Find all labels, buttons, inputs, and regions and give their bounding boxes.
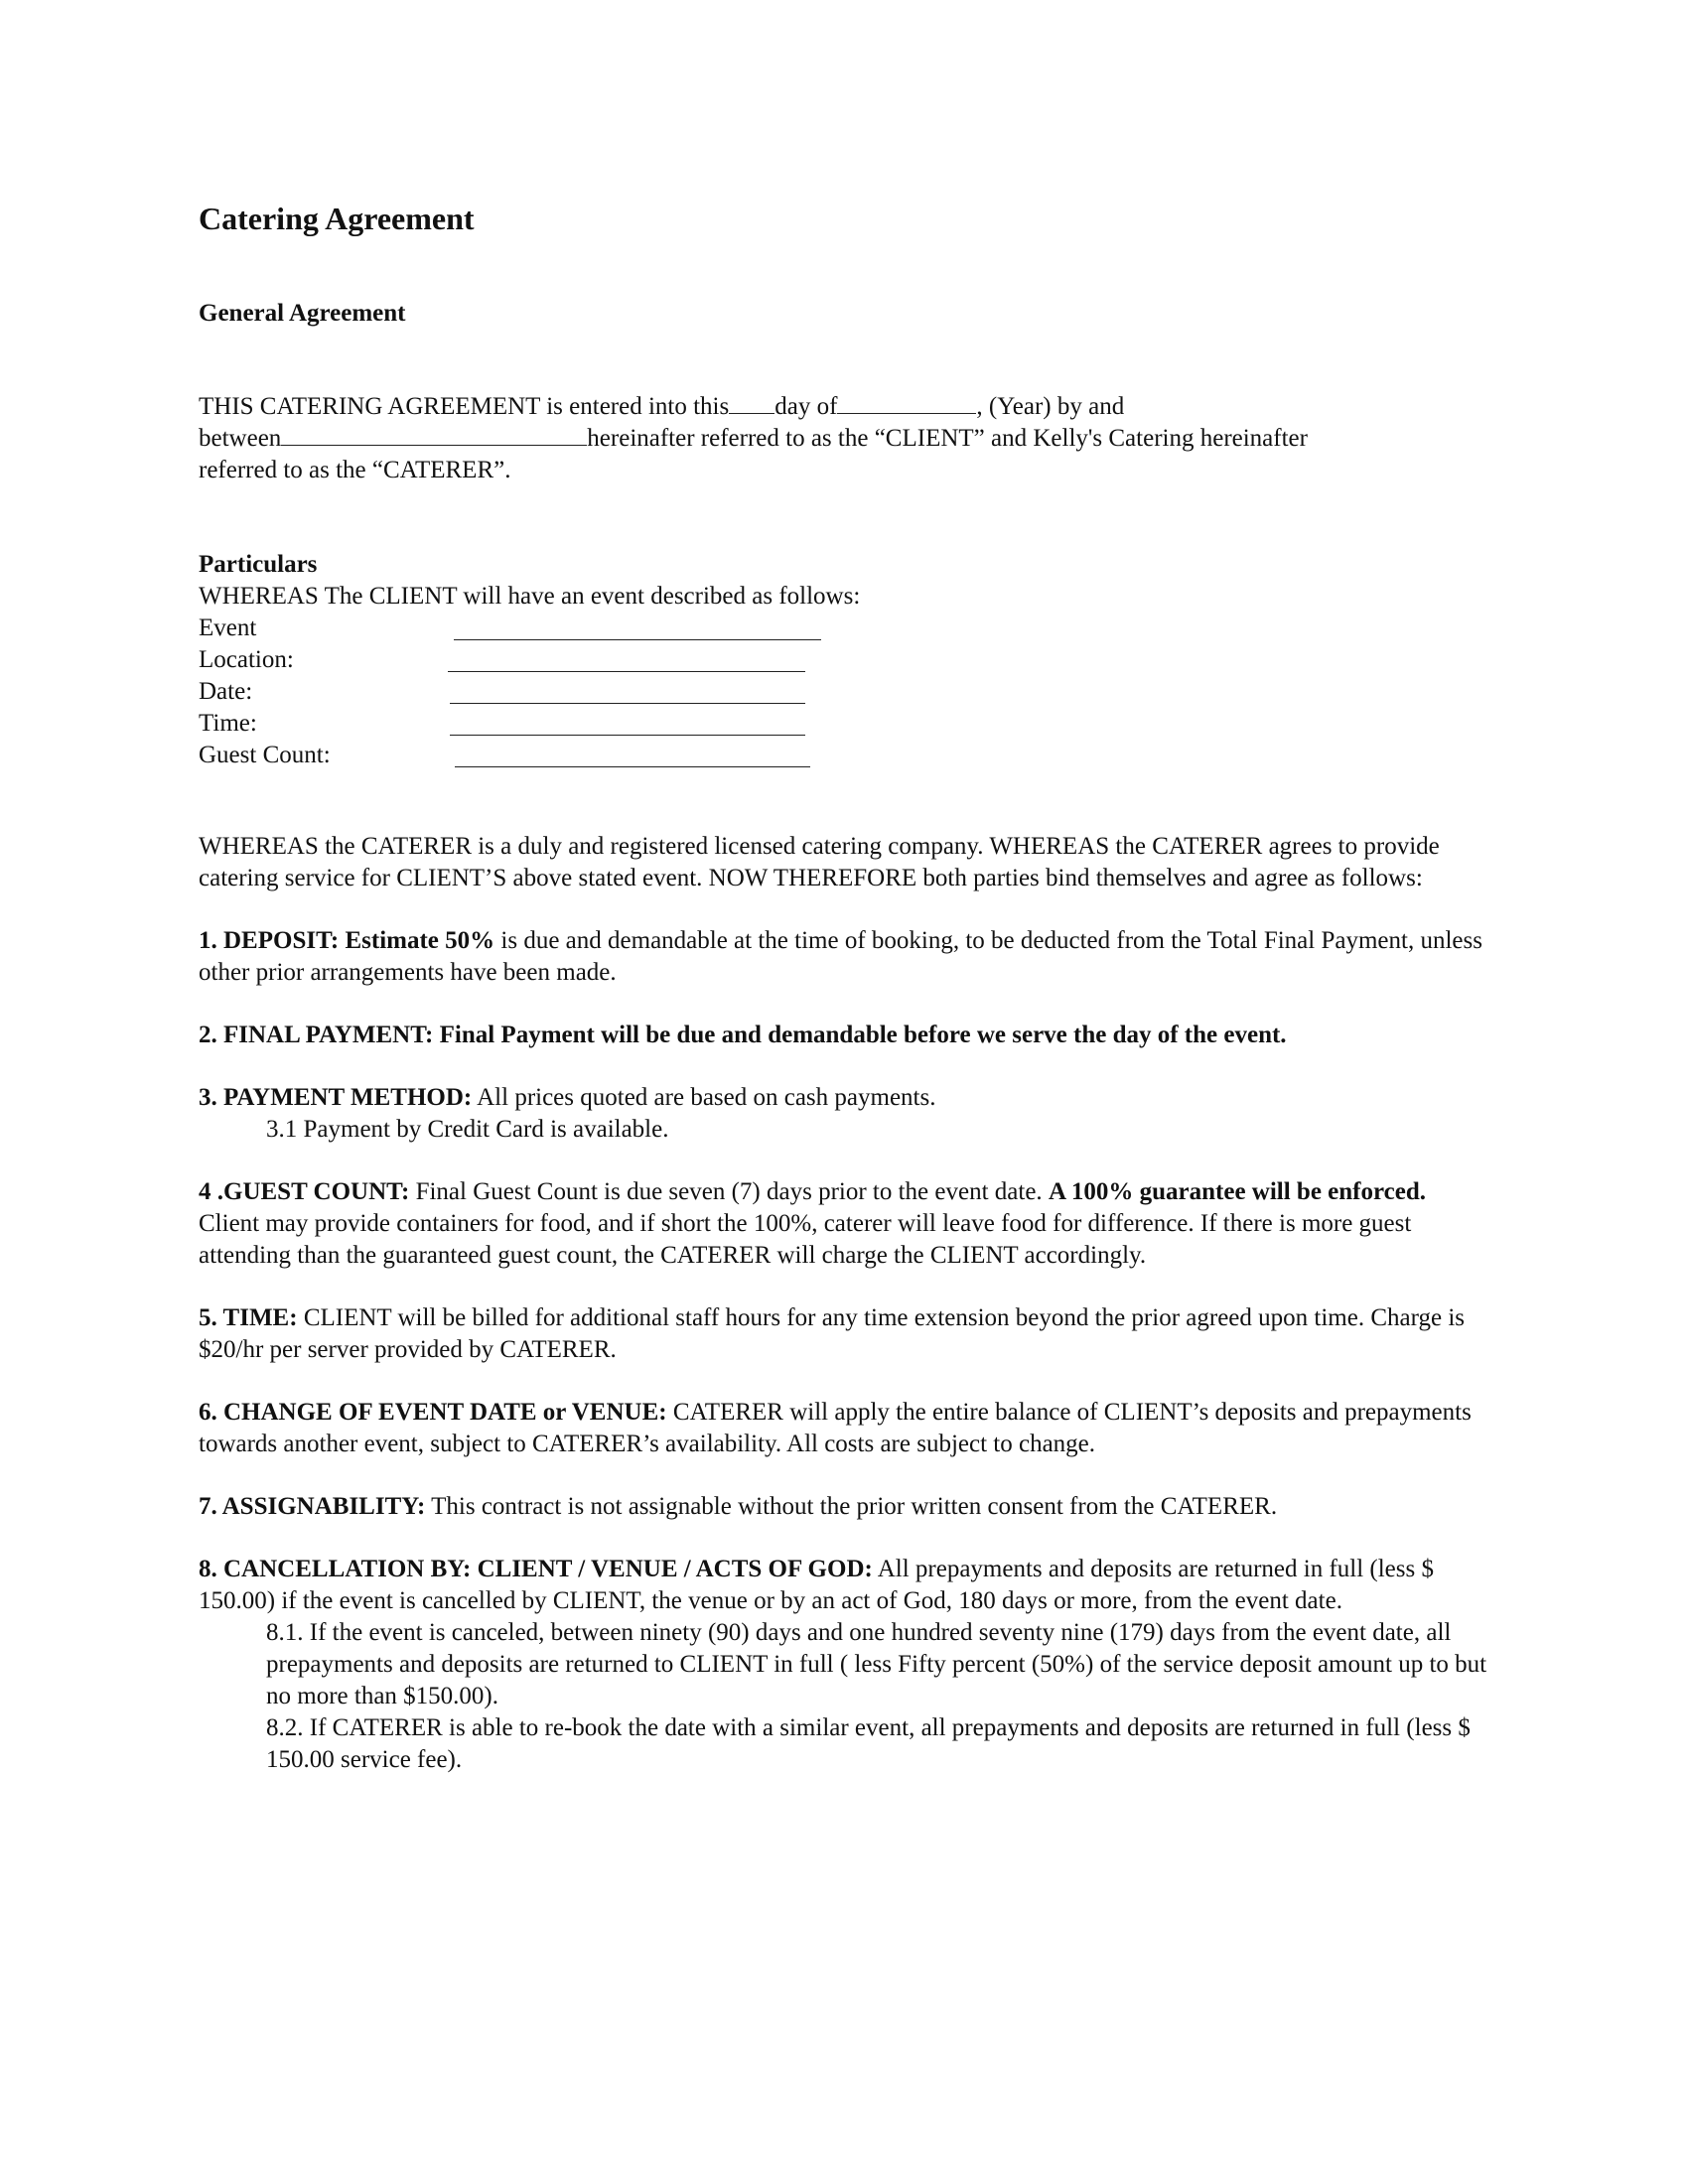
terms-body: [199, 831, 1489, 1776]
intro-text: hereinafter referred to as the “CLIENT” and Kelly's Catering hereinafter: [587, 425, 1308, 452]
clause-heading: 8. CANCELLATION BY: CLIENT / VENUE / ACTS OF GOD:: [199, 1556, 873, 1582]
particulars-lead: WHEREAS The CLIENT will have an event described as follows:: [199, 583, 861, 610]
client-name-blank: [281, 423, 587, 446]
intro-line-1: [199, 391, 1489, 423]
field-label: Location:: [199, 646, 294, 673]
particulars-section: [199, 549, 1489, 771]
clause-final-payment: 2. FINAL PAYMENT: Final Payment will be due and demandable before we serve the day of the event.: [199, 1022, 1287, 1048]
field-label: Event: [199, 614, 257, 641]
field-blank-line: [455, 766, 810, 767]
clause-heading: 7. ASSIGNABILITY:: [199, 1493, 426, 1520]
field-blank-line: [450, 703, 805, 704]
clause-heading: 5. TIME:: [199, 1304, 298, 1331]
field-row-guest-count: [199, 740, 1489, 771]
clause-text: All prepayments and deposits are returned in full (less $ 150.00) if the event is cancelled by CLIENT, the venue or by an act of God, 180 days or more, from the event date.: [199, 1556, 1434, 1614]
clause-guest-count: [199, 1176, 1489, 1272]
field-row-event: [199, 613, 1489, 644]
field-label: Date:: [199, 678, 253, 705]
field-row-date: [199, 676, 1489, 708]
clause-text: CLIENT will be billed for additional staff hours for any time extension beyond the prior agreed upon time. Charge is $20/hr per server provided by CATERER.: [199, 1304, 1465, 1363]
clause-text: This contract is not assignable without the prior written consent from the CATERER.: [425, 1493, 1278, 1520]
document-title: Catering Agreement: [199, 201, 475, 236]
field-row-time: [199, 708, 1489, 740]
month-blank: [837, 391, 976, 414]
clause-payment-method: [199, 1082, 1489, 1114]
clause-text: All prices quoted are based on cash payments.: [472, 1084, 936, 1111]
clause-heading: 3. PAYMENT METHOD:: [199, 1084, 473, 1111]
day-blank: [729, 391, 774, 414]
clause-heading: 6. CHANGE OF EVENT DATE or VENUE:: [199, 1399, 667, 1426]
intro-line-3: referred to as the “CATERER”.: [199, 457, 511, 483]
clause-cancellation-sub-2: 8.2. If CATERER is able to re-book the date with a similar event, all prepayments and deposits are returned in full (less $ 150.00 service fee).: [266, 1714, 1471, 1773]
clause-change-of-date: [199, 1397, 1489, 1460]
field-label: Guest Count:: [199, 742, 331, 768]
intro-text: THIS CATERING AGREEMENT is entered into this: [199, 393, 730, 420]
particulars-heading: Particulars: [199, 551, 318, 578]
intro-paragraph: [199, 391, 1489, 486]
clause-heading: 4 .GUEST COUNT:: [199, 1178, 410, 1205]
clause-text: Final Guest Count is due seven (7) days prior to the event date.: [409, 1178, 1049, 1205]
clause-text: Client may provide containers for food, and if short the 100%, caterer will leave food for difference. If there is more guest attending than the guaranteed guest count, the CATERER will charge the CLIENT accordingly.: [199, 1210, 1412, 1269]
clause-text: is due and demandable at the time of booking, to be deducted from the Total Final Payment, unless other prior arrangements have been made.: [199, 927, 1482, 986]
field-blank-line: [448, 671, 805, 672]
intro-text: between: [199, 425, 282, 452]
clause-cancellation-sub-1: 8.1. If the event is canceled, between ninety (90) days and one hundred seventy nine (179) days from the event date, all prepayments and deposits are returned to CLIENT in full ( less Fifty percent (50%) of the service deposit amount up to but no more than $150.00).: [266, 1619, 1487, 1709]
field-blank-line: [454, 639, 821, 640]
clause-text: CATERER will apply the entire balance of CLIENT’s deposits and prepayments towards another event, subject to CATERER’s availability. All costs are subject to change.: [199, 1399, 1472, 1457]
intro-text: , (Year) by and: [976, 393, 1125, 420]
whereas-paragraph: WHEREAS the CATERER is a duly and registered licensed catering company. WHEREAS the CATERER agrees to provide catering service for CLIENT’S above stated event. NOW THEREFORE both parties bind themselves and agree as follows:: [199, 833, 1440, 891]
clause-time: [199, 1302, 1489, 1366]
clause-cancellation: [199, 1554, 1489, 1617]
clause-payment-method-sub: 3.1 Payment by Credit Card is available.: [266, 1116, 669, 1143]
intro-line-2: [199, 423, 1489, 455]
clause-deposit: [199, 925, 1489, 989]
field-blank-line: [450, 735, 805, 736]
section-heading-general: General Agreement: [199, 300, 406, 327]
clause-assignability: [199, 1491, 1489, 1523]
clause-heading: 1. DEPOSIT: Estimate 50%: [199, 927, 495, 954]
field-label: Time:: [199, 710, 257, 737]
intro-text: day of: [774, 393, 838, 420]
clause-emphasis: A 100% guarantee will be enforced.: [1048, 1178, 1426, 1205]
field-row-location: [199, 644, 1489, 676]
